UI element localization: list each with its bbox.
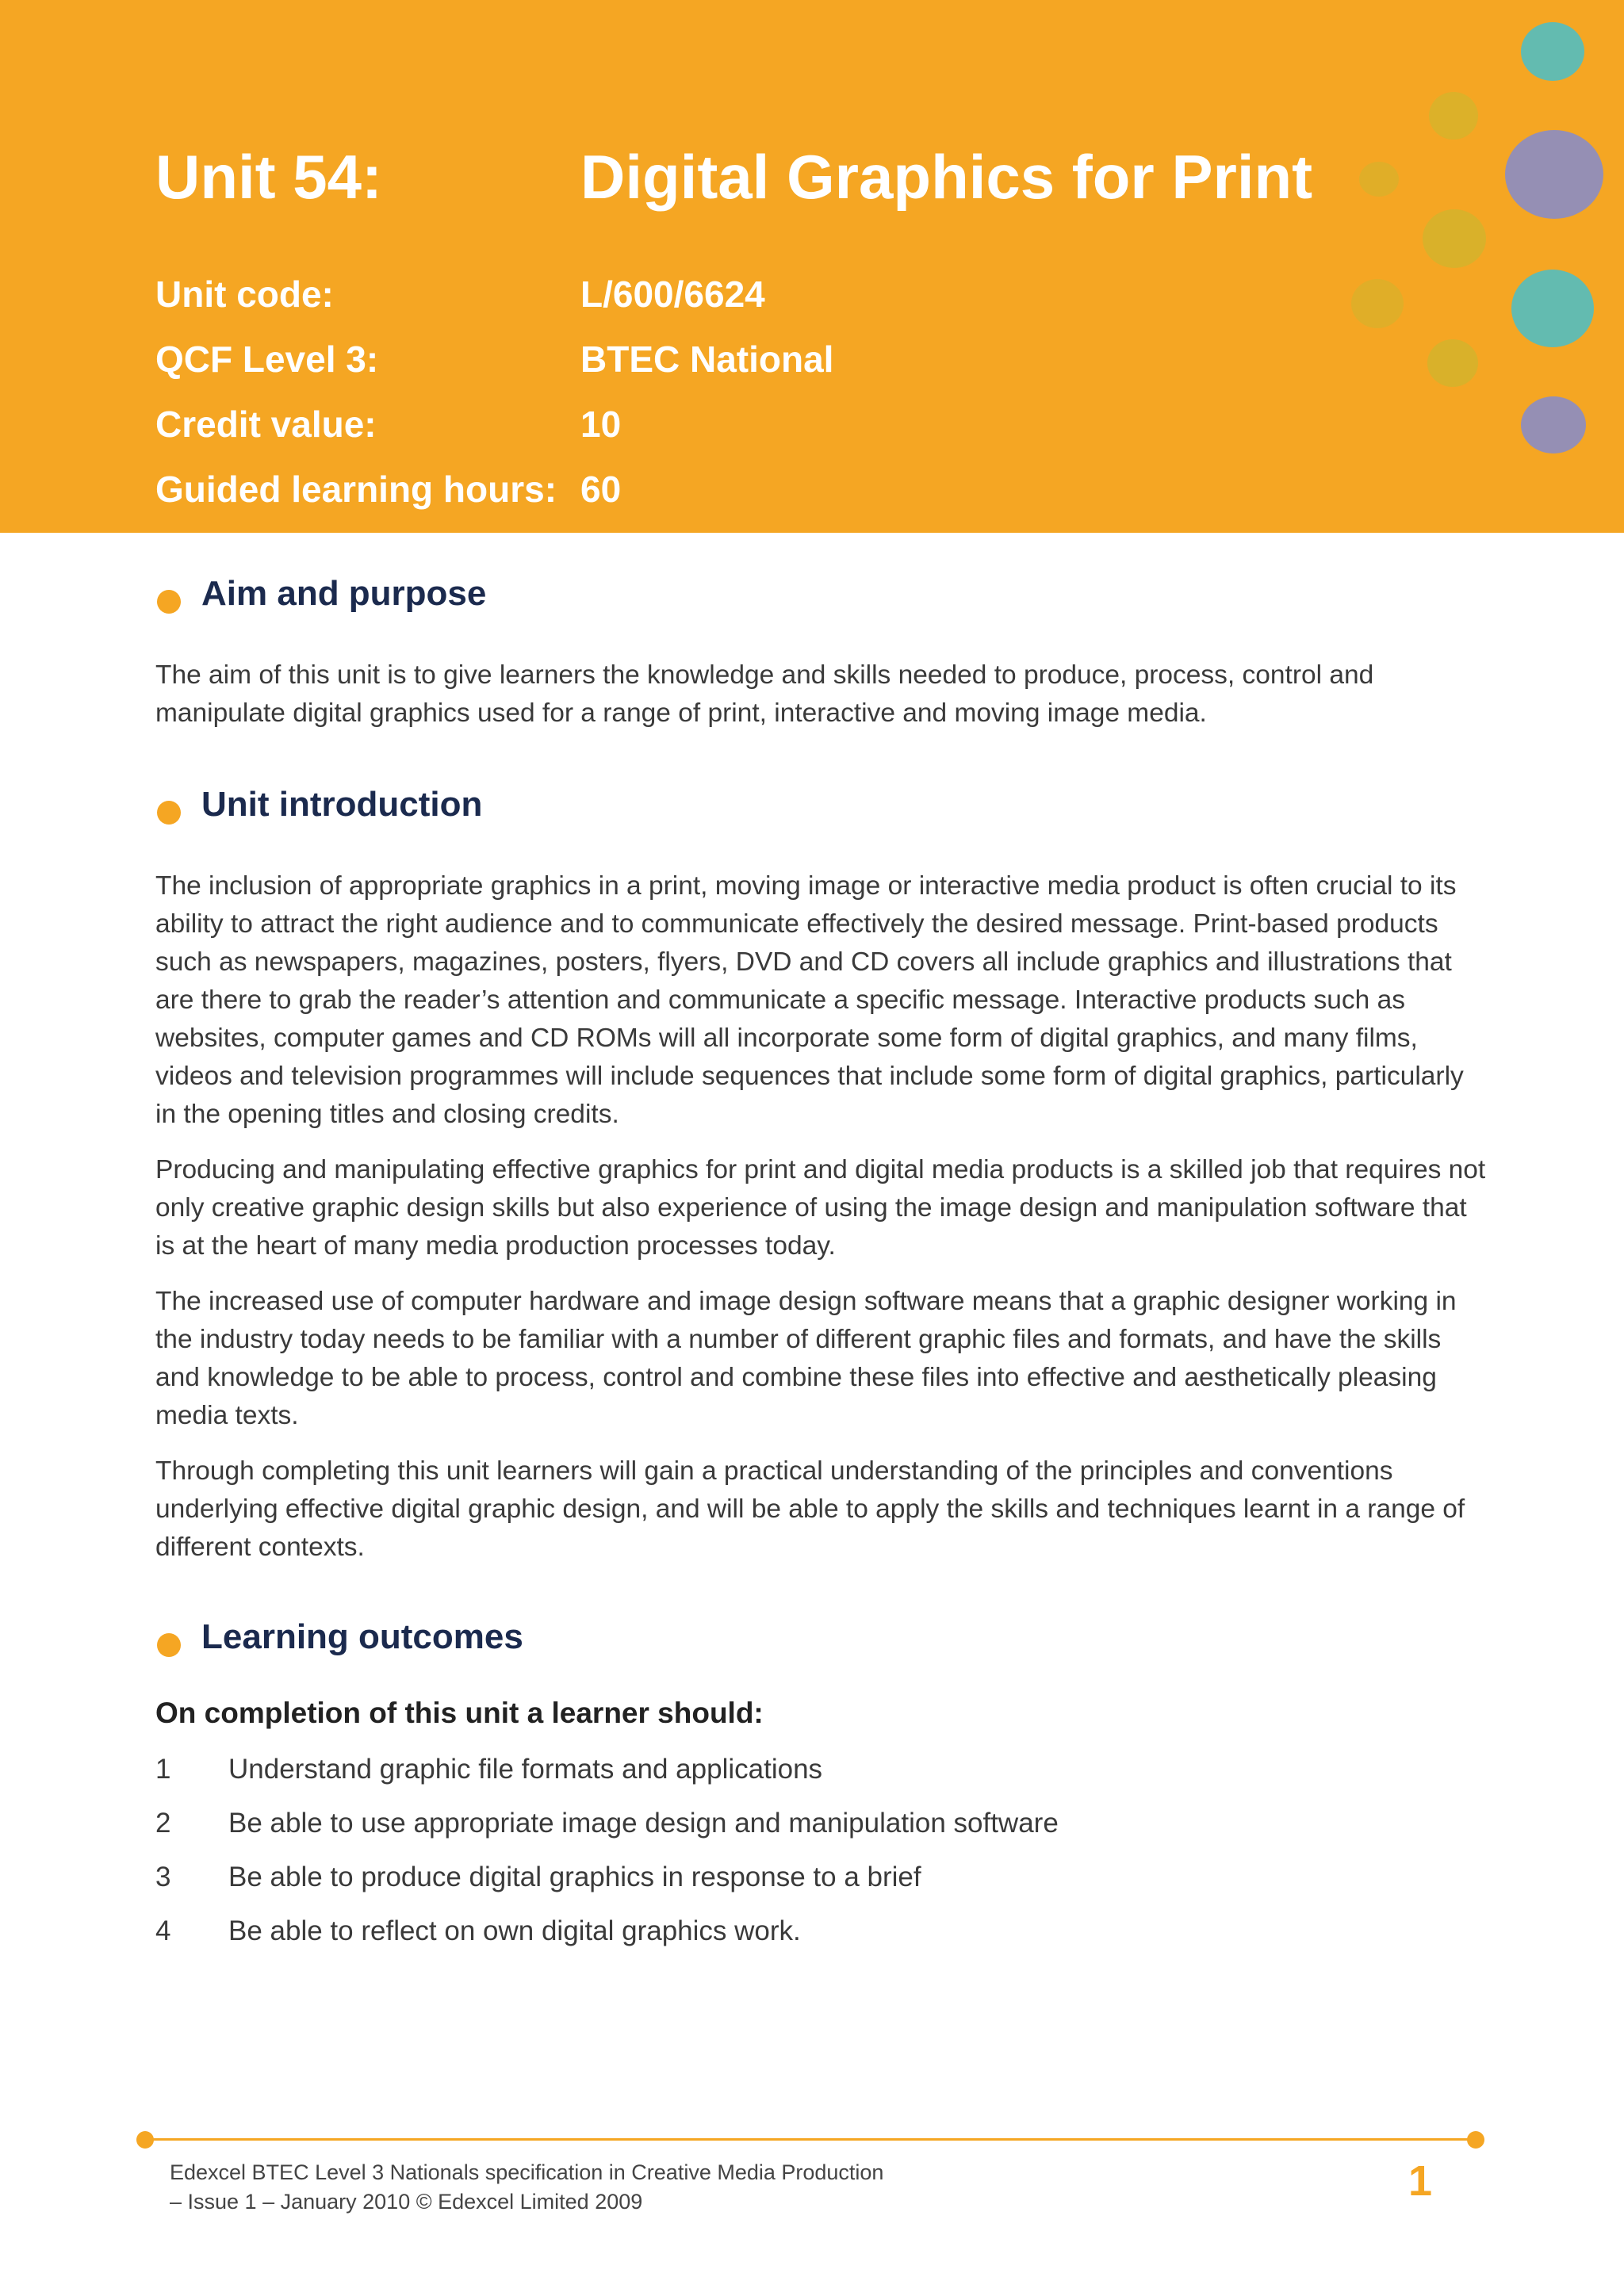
intro-heading (155, 785, 482, 825)
outcomes-lead: On completion of this unit a learner should: (155, 1697, 764, 1729)
meta-value: 10 (580, 404, 622, 445)
aim-heading (155, 574, 486, 614)
bullet-icon (157, 801, 181, 825)
intro-paragraph-3: The increased use of computer hardware and image design software means that a graphic designer working in the industry today needs to be familiar with a number of different graphic files and formats, and have the skills and knowledge to be able to process, control and combine these files into effective and aesthetically pleasing media texts. (155, 1287, 1457, 1430)
header-banner (0, 0, 1624, 533)
aim-heading-text: Aim and purpose (201, 574, 487, 613)
intro-paragraph-1: The inclusion of appropriate graphics in a print, moving image or interactive media product is often crucial to its ability to attract the right audience and to communicate effectively the desired message. Print-based products such as newspapers, magazines, posters, flyers, DVD and CD covers all include graphics and illustrations that are there to grab the reader’s attention and communicate a specific message. Interactive products such as websites, computer games and CD ROMs will all incorporate some form of digital graphics, and many films, videos and television programmes will include sequences that include some form of digital graphics, particularly in the opening titles and closing credits. (155, 871, 1464, 1129)
intro-paragraph-4: Through completing this unit learners will gain a practical understanding of the principles and conventions underlying effective digital graphic design, and will be able to apply the skills and techniques learnt in a range of different contexts. (155, 1456, 1465, 1562)
meta-value: L/600/6624 (580, 274, 765, 315)
intro-paragraph-2: Producing and manipulating effective graphics for print and digital media products is a skilled job that requires not only creative graphic design skills but also experience of using the image design and manipulation software that is at the heart of many media production processes today. (155, 1155, 1486, 1261)
decorative-dot (1521, 396, 1586, 453)
outcome-text: Be able to use appropriate image design and manipulation software (228, 1808, 1059, 1839)
meta-label: Credit value: (155, 404, 377, 445)
meta-value: BTEC National (580, 339, 834, 380)
decorative-dot (1521, 22, 1584, 81)
footer-rule (144, 2138, 1477, 2141)
decorative-dot (1351, 279, 1404, 328)
footer-text (170, 2158, 883, 2217)
outcome-text: Understand graphic file formats and applications (228, 1754, 823, 1785)
meta-label: Guided learning hours: (155, 469, 557, 510)
bullet-icon (157, 1633, 181, 1657)
bullet-icon (157, 590, 181, 614)
meta-value: 60 (580, 469, 622, 510)
outcome-text: Be able to produce digital graphics in response to a brief (228, 1862, 921, 1892)
decorative-dot (1359, 162, 1399, 197)
unit-label: Unit 54: (155, 142, 383, 212)
meta-label: QCF Level 3: (155, 339, 379, 380)
unit-title: Digital Graphics for Print (580, 142, 1313, 212)
meta-label: Unit code: (155, 274, 334, 315)
outcome-number: 2 (155, 1808, 171, 1839)
decorative-dot (1505, 130, 1603, 219)
decorative-dot (1511, 270, 1594, 347)
outcome-text: Be able to reflect on own digital graphics work. (228, 1915, 801, 1946)
page-number: 1 (1408, 2157, 1433, 2205)
footer-dot-right (1467, 2131, 1484, 2149)
footer-line-2: – Issue 1 – January 2010 © Edexcel Limited 2009 (170, 2190, 643, 2214)
outcomes-heading-text: Learning outcomes (201, 1617, 523, 1656)
intro-heading-text: Unit introduction (201, 785, 483, 824)
outcome-number: 1 (155, 1754, 171, 1785)
footer-line-1: Edexcel BTEC Level 3 Nationals specification in Creative Media Production (170, 2160, 884, 2184)
aim-text: The aim of this unit is to give learners the knowledge and skills needed to produce, process, control and manipulate digital graphics used for a range of print, interactive and moving image media. (155, 660, 1374, 728)
decorative-dot (1427, 339, 1478, 387)
outcome-number: 4 (155, 1915, 171, 1946)
outcome-number: 3 (155, 1862, 171, 1892)
decorative-dot (1423, 209, 1486, 268)
outcomes-heading (155, 1617, 523, 1657)
decorative-dot (1429, 92, 1478, 140)
